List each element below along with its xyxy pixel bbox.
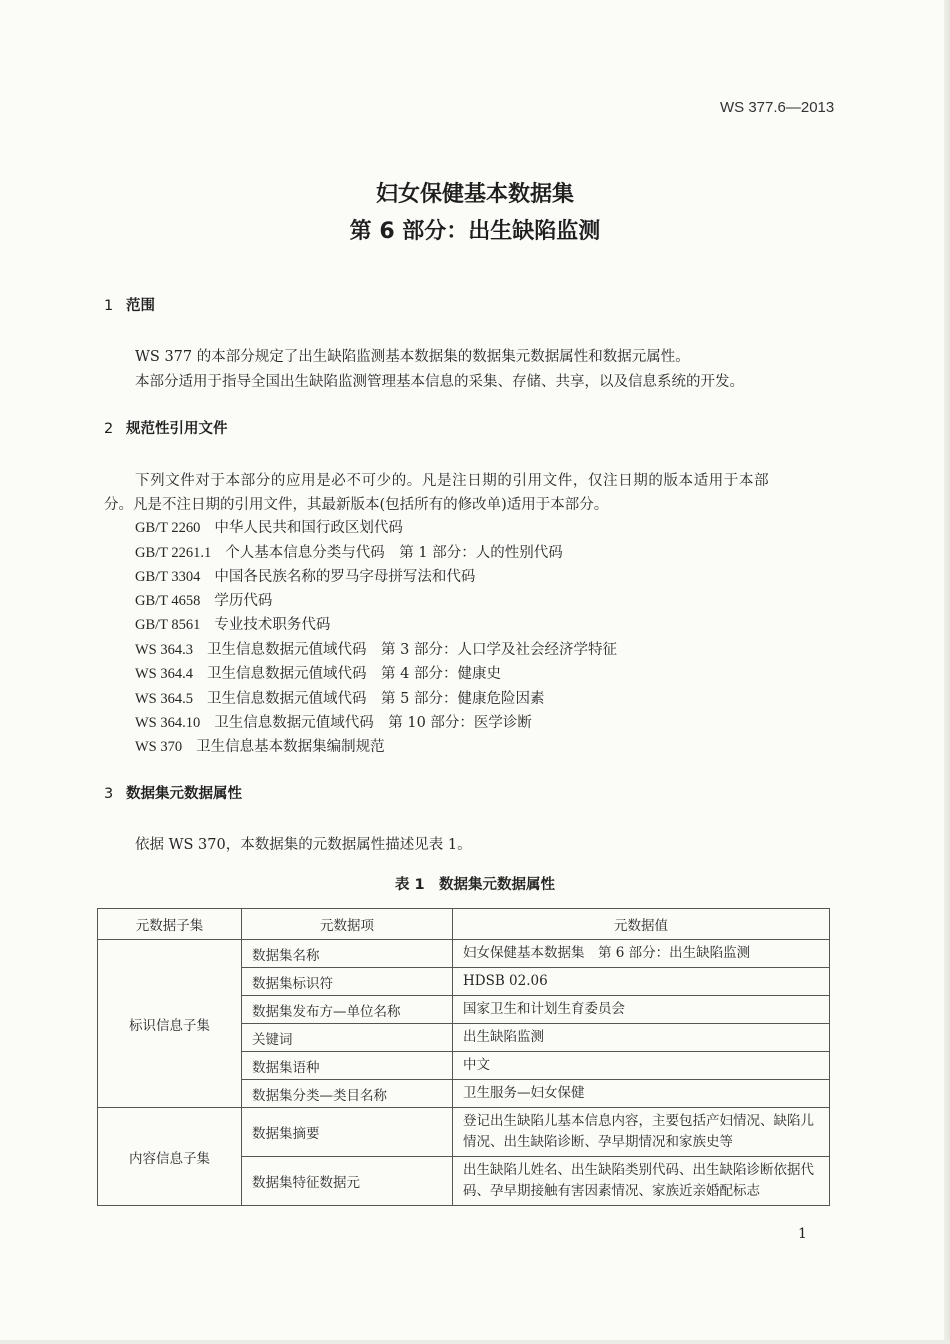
paragraph: 依据 WS 370，本数据集的元数据属性描述见表 1。 <box>135 837 472 853</box>
section-title: 数据集元数据属性 <box>126 786 242 802</box>
item-cell: 数据集语种 <box>242 1052 453 1080</box>
table-row <box>98 940 830 968</box>
table-row <box>98 1108 830 1157</box>
reference-item <box>135 662 501 683</box>
reference-title: 中国各民族名称的罗马字母拼写法和代码 <box>214 569 476 585</box>
value-cell: HDSB 02.06 <box>453 968 830 996</box>
section-title: 规范性引用文件 <box>126 421 228 437</box>
reference-code: WS 364.5 <box>135 691 193 707</box>
reference-code: GB/T 2260 <box>135 520 201 536</box>
reference-item <box>135 589 272 610</box>
reference-item <box>135 541 563 562</box>
item-cell: 数据集分类—类目名称 <box>242 1080 453 1108</box>
reference-title: 卫生信息数据元值域代码 第 10 部分：医学诊断 <box>214 715 532 731</box>
paragraph: WS 377 的本部分规定了出生缺陷监测基本数据集的数据集元数据属性和数据元属性。 <box>135 349 690 365</box>
reference-item <box>135 687 544 708</box>
value-cell: 中文 <box>453 1052 830 1080</box>
item-cell: 数据集标识符 <box>242 968 453 996</box>
reference-item <box>135 516 403 537</box>
paragraph: 分。凡是不注日期的引用文件，其最新版本(包括所有的修改单)适用于本部分。 <box>104 497 609 513</box>
reference-title: 专业技术职务代码 <box>214 617 331 633</box>
paragraph: 下列文件对于本部分的应用是必不可少的。凡是注日期的引用文件，仅注日期的版本适用于本部 <box>135 473 770 489</box>
item-cell: 数据集特征数据元 <box>242 1157 453 1206</box>
section-number: 3 <box>104 786 114 802</box>
reference-title: 卫生信息基本数据集编制规范 <box>196 739 385 755</box>
column-header: 元数据项 <box>242 909 453 940</box>
reference-title: 中华人民共和国行政区划代码 <box>214 520 403 536</box>
standard-number: WS 377.6—2013 <box>720 99 835 116</box>
value-cell: 登记出生缺陷儿基本信息内容，主要包括产妇情况、缺陷儿情况、出生缺陷诊断、孕早期情况和家族史等 <box>453 1108 830 1157</box>
reference-title: 学历代码 <box>214 593 273 609</box>
page-bottom-edge <box>0 1340 950 1344</box>
reference-code: GB/T 2261.1 <box>135 545 212 561</box>
document-subtitle: 第 6 部分：出生缺陷监测 <box>349 219 601 244</box>
reference-item <box>135 638 617 659</box>
reference-item <box>135 711 532 732</box>
reference-title: 卫生信息数据元值域代码 第 5 部分：健康危险因素 <box>207 691 545 707</box>
reference-code: WS 364.4 <box>135 666 193 682</box>
section-1-heading <box>104 294 155 315</box>
reference-code: GB/T 8561 <box>135 617 201 633</box>
reference-title: 卫生信息数据元值域代码 第 3 部分：人口学及社会经济学特征 <box>207 642 617 658</box>
column-header: 元数据值 <box>453 909 830 940</box>
value-cell: 妇女保健基本数据集 第 6 部分：出生缺陷监测 <box>453 940 830 968</box>
reference-title: 卫生信息数据元值域代码 第 4 部分：健康史 <box>207 666 501 682</box>
reference-code: GB/T 3304 <box>135 569 201 585</box>
item-cell: 数据集发布方—单位名称 <box>242 996 453 1024</box>
subset-cell: 标识信息子集 <box>98 940 242 1108</box>
column-header: 元数据子集 <box>98 909 242 940</box>
reference-code: WS 364.10 <box>135 715 201 731</box>
reference-item <box>135 613 330 634</box>
section-2-heading <box>104 417 228 438</box>
document-title: 妇女保健基本数据集 <box>375 182 574 207</box>
value-cell: 卫生服务—妇女保健 <box>453 1080 830 1108</box>
item-cell: 数据集摘要 <box>242 1108 453 1157</box>
section-title: 范围 <box>126 298 155 314</box>
reference-item <box>135 735 385 756</box>
value-cell: 出生缺陷儿姓名、出生缺陷类别代码、出生缺陷诊断依据代码、孕早期接触有害因素情况、家族近亲婚配标志 <box>453 1157 830 1206</box>
section-3-heading <box>104 782 242 803</box>
reference-code: WS 370 <box>135 739 183 755</box>
metadata-table <box>97 908 830 1206</box>
page-number: 1 <box>798 1226 807 1242</box>
reference-code: GB/T 4658 <box>135 593 201 609</box>
item-cell: 关键词 <box>242 1024 453 1052</box>
section-number: 1 <box>104 298 114 314</box>
section-number: 2 <box>104 421 114 437</box>
reference-title: 个人基本信息分类与代码 第 1 部分：人的性别代码 <box>225 545 563 561</box>
value-cell: 国家卫生和计划生育委员会 <box>453 996 830 1024</box>
reference-code: WS 364.3 <box>135 642 193 658</box>
reference-item <box>135 565 475 586</box>
table-header-row <box>98 909 830 940</box>
item-cell: 数据集名称 <box>242 940 453 968</box>
table-caption: 表 1 数据集元数据属性 <box>394 877 556 893</box>
subset-cell: 内容信息子集 <box>98 1108 242 1206</box>
value-cell: 出生缺陷监测 <box>453 1024 830 1052</box>
paragraph: 本部分适用于指导全国出生缺陷监测管理基本信息的采集、存储、共享，以及信息系统的开发。 <box>135 374 744 390</box>
